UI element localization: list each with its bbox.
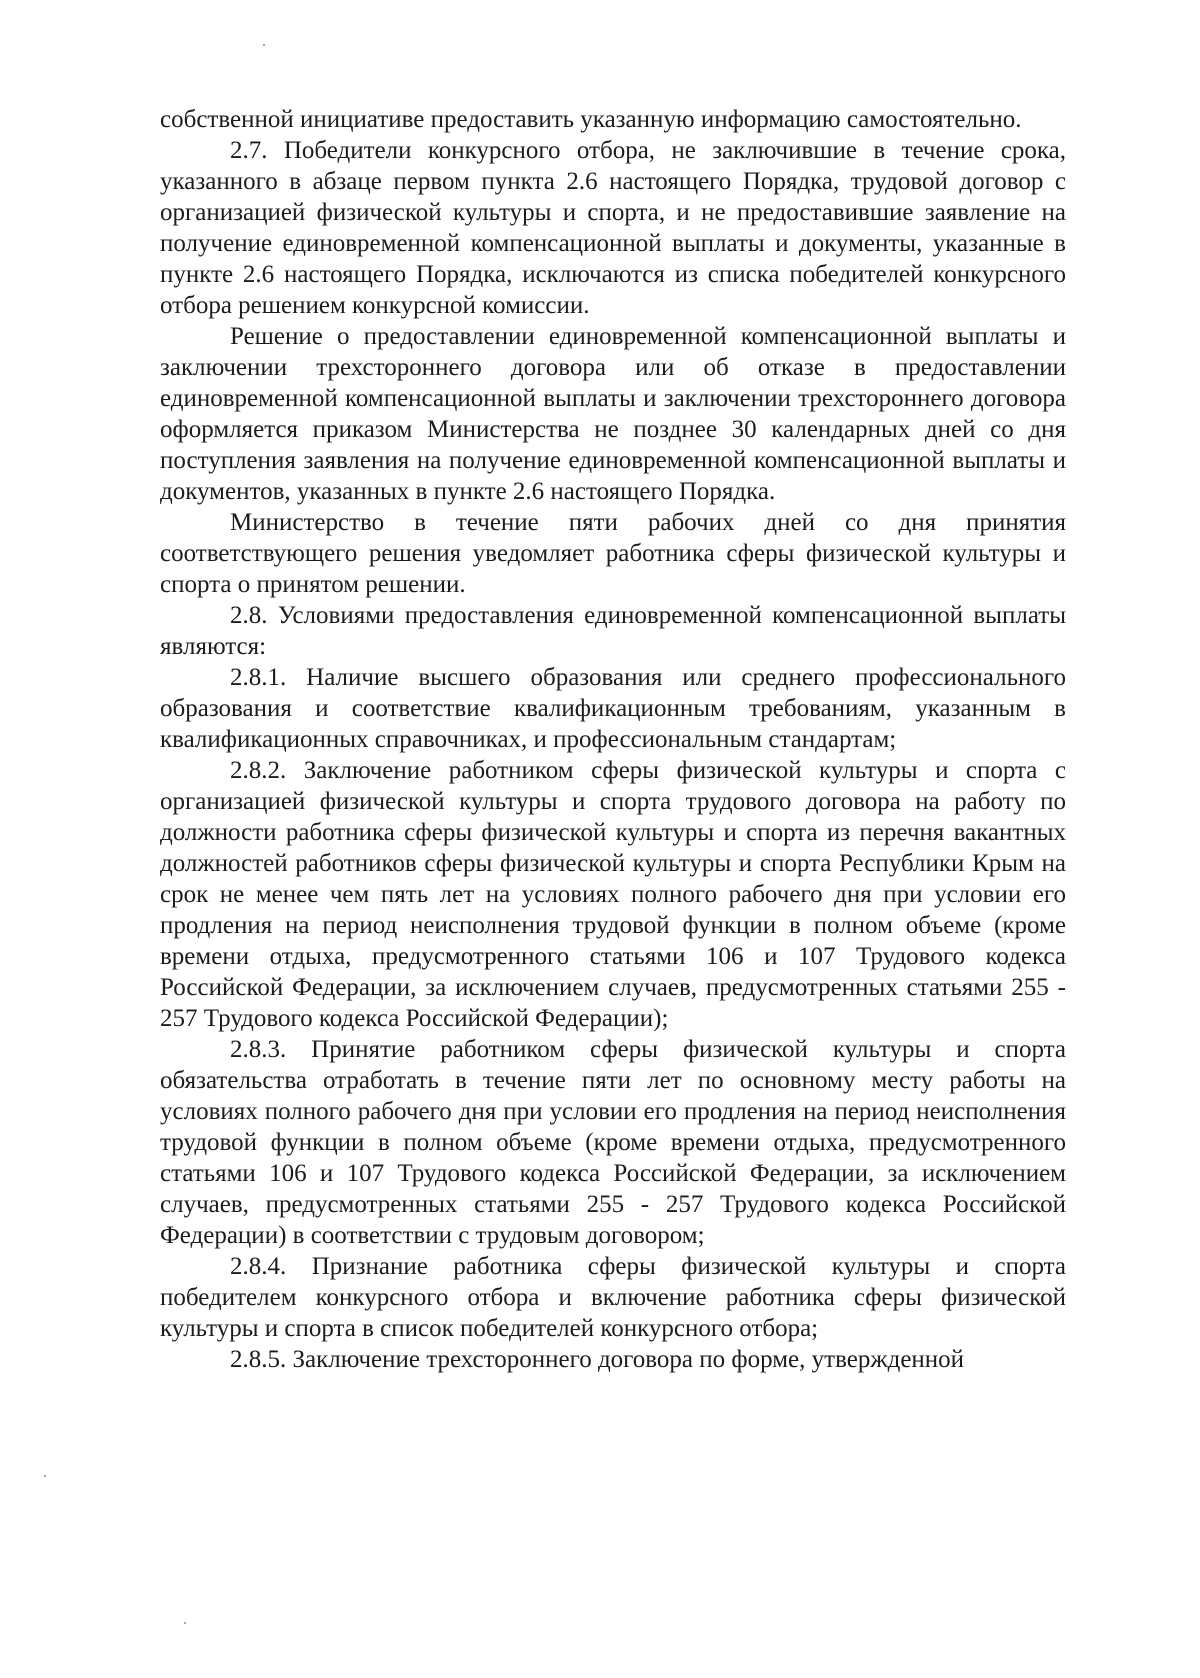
scan-speck-bottom	[184, 1622, 186, 1624]
paragraph-2-8-1: 2.8.1. Наличие высшего образования или среднего профессионального образования и соответствие квалификационным требованиям, указанным в квалификационных справочниках, и профессиональным стандартам;	[160, 664, 1066, 753]
scan-speck-top	[263, 44, 265, 46]
paragraph-continuation: собственной инициативе предоставить указанную информацию самостоятельно.	[160, 106, 1022, 133]
paragraph-decision: Решение о предоставлении единовременной компенсационной выплаты и заключении трехстороннего договора или об отказе в предоставлении единовременной компенсационной выплаты и заключении трехстороннего договора оформляется приказом Министерства не позднее 30 календарных дней со дня поступления заявления на получение единовременной компенсационной выплаты и документов, указанных в пункте 2.6 настоящего Порядка.	[160, 323, 1066, 505]
paragraph-2-8: 2.8. Условиями предоставления единовременной компенсационной выплаты являются:	[160, 602, 1066, 660]
scan-speck-left	[44, 1475, 46, 1477]
paragraph-2-8-3: 2.8.3. Принятие работником сферы физической культуры и спорта обязательства отработать в течение пяти лет по основному месту работы на условиях полного рабочего дня при условии его продления на период неисполнения трудовой функции в полном объеме (кроме времени отдыха, предусмотренного статьями 106 и 107 Трудового кодекса Российской Федерации, за исключением случаев, предусмотренных статьями 255 - 257 Трудового кодекса Российской Федерации) в соответствии с трудовым договором;	[160, 1036, 1066, 1249]
paragraph-2-8-5: 2.8.5. Заключение трехстороннего договора по форме, утвержденной	[230, 1346, 965, 1373]
document-body	[160, 104, 1066, 1375]
paragraph-2-8-4: 2.8.4. Признание работника сферы физической культуры и спорта победителем конкурсного отбора и включение работника сферы физической культуры и спорта в список победителей конкурсного отбора;	[160, 1253, 1066, 1342]
paragraph-2-8-2: 2.8.2. Заключение работником сферы физической культуры и спорта с организацией физической культуры и спорта трудового договора на работу по должности работника сферы физической культуры и спорта из перечня вакантных должностей работников сферы физической культуры и спорта Республики Крым на срок не менее чем пять лет на условиях полного рабочего дня при условии его продления на период неисполнения трудовой функции в полном объеме (кроме времени отдыха, предусмотренного статьями 106 и 107 Трудового кодекса Российской Федерации, за исключением случаев, предусмотренных статьями 255 - 257 Трудового кодекса Российской Федерации);	[160, 757, 1066, 1032]
paragraph-notification: Министерство в течение пяти рабочих дней со дня принятия соответствующего решения уведомляет работника сферы физической культуры и спорта о принятом решении.	[160, 509, 1066, 598]
paragraph-2-7: 2.7. Победители конкурсного отбора, не заключившие в течение срока, указанного в абзаце первом пункта 2.6 настоящего Порядка, трудовой договор с организацией физической культуры и спорта, и не предоставившие заявление на получение единовременной компенсационной выплаты и документы, указанные в пункте 2.6 настоящего Порядка, исключаются из списка победителей конкурсного отбора решением конкурсной комиссии.	[160, 137, 1066, 319]
